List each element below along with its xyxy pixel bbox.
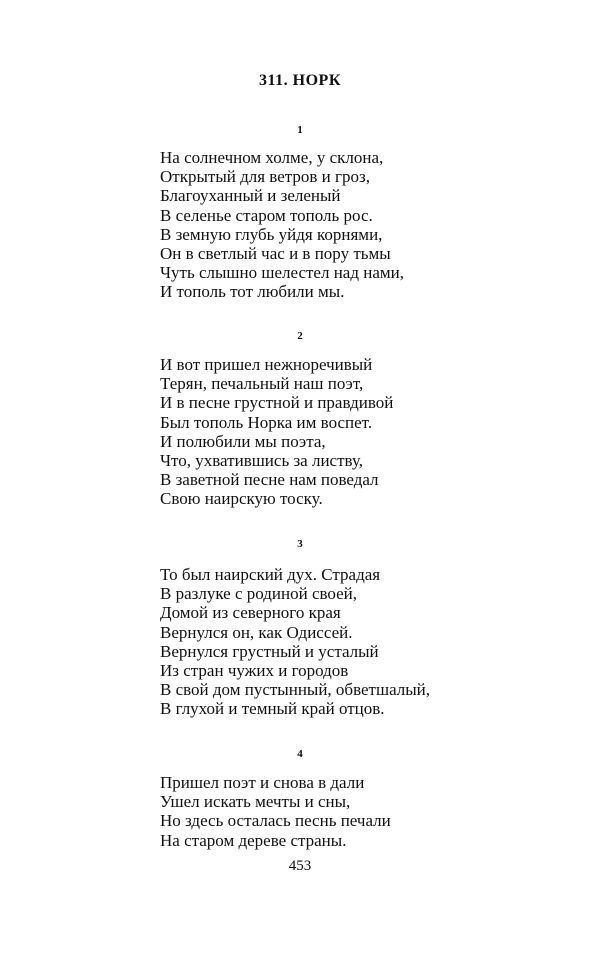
poem-line: Терян, печальный наш поэт,: [160, 374, 364, 394]
poem-line: И полюбили мы поэта,: [160, 431, 326, 451]
poem-line: Но здесь осталась песнь печали: [160, 811, 391, 831]
poem-line: Вернулся грустный и усталый: [160, 641, 379, 661]
page-number: 453: [288, 858, 312, 874]
poem-line: Пришел поэт и снова в дали: [160, 773, 365, 792]
poem-title: 311. НОРК: [259, 72, 341, 89]
poem-line: Свою наирскую тоску.: [160, 489, 323, 509]
poem-line: И вот пришел нежноречивый: [160, 355, 373, 374]
poem-line: Открытый для ветров и гроз,: [160, 167, 370, 187]
poem-line: В селенье старом тополь рос.: [160, 205, 373, 225]
poem-line: В глухой и темный край отцов.: [160, 699, 385, 719]
stanza-2: [160, 355, 580, 509]
poem-line: На старом дереве страны.: [160, 830, 347, 850]
poem-line: То был наирский дух. Страдая: [160, 565, 381, 584]
poem-line: Что, ухватившись за листву,: [160, 451, 364, 471]
poem-line: Из стран чужих и городов: [160, 661, 349, 681]
poem-line: И в песне грустной и правдивой: [160, 393, 394, 413]
section-number-3: 3: [297, 538, 303, 550]
poem-line: И тополь тот любили мы.: [160, 282, 345, 302]
poem-line: На солнечном холме, у склона,: [160, 148, 384, 167]
poem-line: Он в светлый час и в пору тьмы: [160, 244, 391, 264]
poem-line: В разлуке с родиной своей,: [160, 584, 358, 604]
poem-line: Благоуханный и зеленый: [160, 186, 341, 206]
poem-line: В заветной песне нам поведал: [160, 470, 379, 490]
poem-line: Вернулся он, как Одиссей.: [160, 622, 353, 642]
stanza-4: [160, 773, 580, 850]
poem-line: Был тополь Норка им воспет.: [160, 412, 373, 432]
section-number-4: 4: [297, 748, 303, 760]
poem-line: В земную глубь уйдя корнями,: [160, 224, 383, 244]
section-number-2: 2: [297, 330, 303, 342]
stanza-3: [160, 565, 580, 719]
poem-line: В свой дом пустынный, обветшалый,: [160, 680, 431, 700]
stanza-1: [160, 148, 580, 302]
section-number-1: 1: [297, 124, 303, 136]
poem-line: Домой из северного края: [160, 603, 341, 623]
poem-line: Ушел искать мечты и сны,: [160, 792, 351, 812]
poem-line: Чуть слышно шелестел над нами,: [160, 263, 405, 283]
